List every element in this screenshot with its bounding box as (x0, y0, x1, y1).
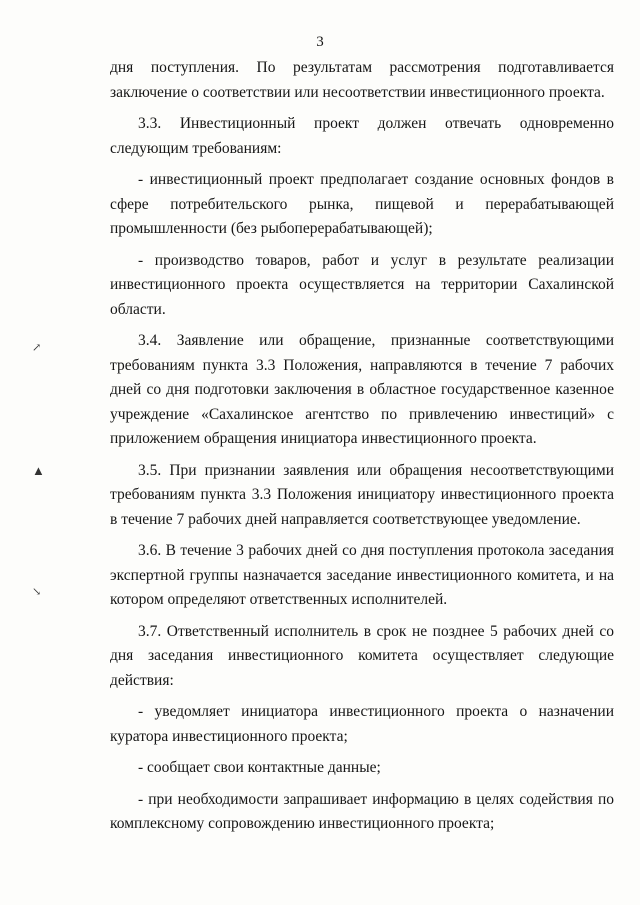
paragraph-3-5: 3.5. При признании заявления или обращения несоответствующими требованиям пункта 3.3 Положения инициатору инвестиционного проекта в течение 7 рабочих дней направляется соответствующее уведомление. (110, 461, 614, 528)
paragraph-3-7: 3.7. Ответственный исполнитель в срок не позднее 5 рабочих дней со дня заседания инвестиционного комитета осуществляет следующие действия: (110, 622, 614, 689)
list-item-contact-details: - сообщает свои контактные данные; (138, 759, 381, 776)
paragraph-3-4: 3.4. Заявление или обращение, признанные соответствующими требованиям пункта 3.3 Положения, направляются в течение 7 рабочих дней со дня подготовки заключения в областное государственное казенное учреждение «Сахалинское агентство по привлечению инвестиций» с приложением обращения инициатора инвестиционного проекта. (110, 332, 614, 447)
page-number: 3 (316, 34, 324, 50)
paragraph-continuation: дня поступления. По результатам рассмотрения подготавливается заключение о соответствии или несоответствии инвестиционного проекта. (110, 59, 614, 101)
list-item-notify-initiator: - уведомляет инициатора инвестиционного проекта о назначении куратора инвестиционного проекта; (110, 703, 614, 745)
document-body (110, 56, 614, 844)
margin-speck: ↘ (32, 586, 42, 598)
margin-speck: ▲ (32, 463, 45, 478)
list-item-request-information: - при необходимости запрашивает информацию в целях содействия по комплексному сопровождению инвестиционного проекта; (110, 790, 614, 832)
paragraph-3-6: 3.6. В течение 3 рабочих дней со дня поступления протокола заседания экспертной группы назначается заседание инвестиционного комитета, и на котором определяют ответственных исполнителей. (110, 542, 614, 608)
list-item-sakhalin-territory: - производство товаров, работ и услуг в результате реализации инвестиционного проекта осуществляется на территории Сахалинской области. (110, 251, 614, 318)
paragraph-3-3: 3.3. Инвестиционный проект должен отвечать одновременно следующим требованиям: (110, 115, 614, 157)
margin-speck: ↗ (32, 342, 42, 354)
list-item-fixed-assets: - инвестиционный проект предполагает создание основных фондов в сфере потребительского рынка, пищевой и перерабатывающей промышленности (без рыбоперерабатывающей); (110, 171, 614, 237)
